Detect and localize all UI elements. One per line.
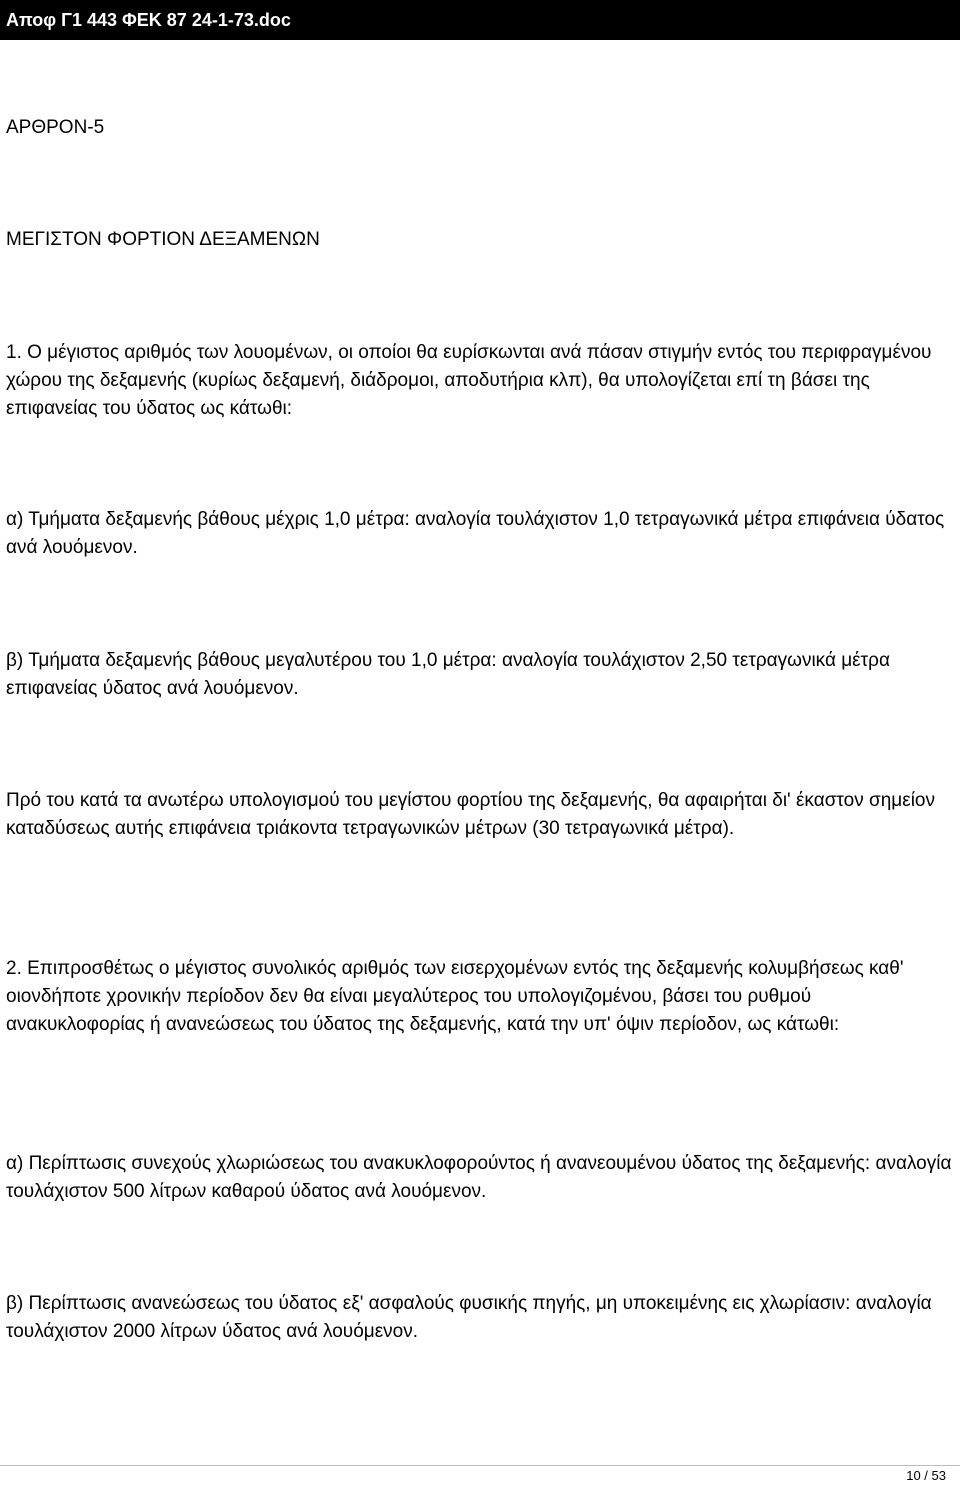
paragraph-2b: β) Περίπτωσις ανανεώσεως του ύδατος εξ' ασφαλούς φυσικής πηγής, μη υποκειμένης εις χλωρίασιν: αναλογία τουλάχιστον 2000 λίτρων ύδατος ανά λουόμενον. — [6, 1293, 932, 1342]
page-number: 10 / 53 — [906, 1468, 946, 1483]
document-title: Αποφ Γ1 443 ΦΕΚ 87 24-1-73.doc — [6, 10, 291, 30]
paragraph-1a: α) Τμήματα δεξαμενής βάθους μέχρις 1,0 μέτρα: αναλογία τουλάχιστον 1,0 τετραγωνικά μέτρα επιφάνεια ύδατος ανά λουόμενον. — [6, 509, 945, 558]
document-title-bar — [0, 0, 960, 40]
paragraph-deduction: Πρό του κατά τα ανωτέρω υπολογισμού του μεγίστου φορτίου της δεξαμενής, θα αφαιρήται δι' έκαστον σημείον καταδύσεως αυτής επιφάνεια τριάκοντα τετραγωνικών μέτρων (30 τετραγωνικά μέτρα). — [6, 790, 935, 839]
section-heading: ΜΕΓΙΣΤΟΝ ΦΟΡΤΙΟΝ ΔΕΞΑΜΕΝΩΝ — [6, 229, 320, 250]
paragraph-2: 2. Επιπροσθέτως ο μέγιστος συνολικός αριθμός των εισερχομένων εντός της δεξαμενής κολυμβήσεως καθ' οιονδήποτε χρονικήν περίοδον δεν θα είναι μεγαλύτερος του υπολογιζομένου, βάσει του ρυθμού ανακυκλοφορίας ή ανανεώσεως του ύδατος της δεξαμενής, κατά την υπ' όψιν περίοδον, ως κάτωθι: — [6, 958, 904, 1035]
paragraph-1b: β) Τμήματα δεξαμενής βάθους μεγαλυτέρου του 1,0 μέτρα: αναλογία τουλάχιστον 2,50 τετραγωνικά μέτρα επιφανείας ύδατος ανά λουόμενον. — [6, 650, 890, 699]
paragraph-2a: α) Περίπτωσις συνεχούς χλωριώσεως του ανακυκλοφορούντος ή ανανεουμένου ύδατος της δεξαμενής: αναλογία τουλάχιστον 500 λίτρων καθαρού ύδατος ανά λουόμενον. — [6, 1153, 952, 1202]
paragraph-1: 1. Ο μέγιστος αριθμός των λουομένων, οι οποίοι θα ευρίσκωνται ανά πάσαν στιγμήν εντός του περιφραγμένου χώρου της δεξαμενής (κυρίως δεξαμενή, διάδρομοι, αποδυτήρια κλπ), θα υπολογίζεται επί τη βάσει της επιφανείας του ύδατος ως κάτωθι: — [6, 342, 932, 419]
article-heading: ΑΡΘΡΟΝ-5 — [6, 117, 105, 138]
footer-divider — [0, 1465, 960, 1466]
